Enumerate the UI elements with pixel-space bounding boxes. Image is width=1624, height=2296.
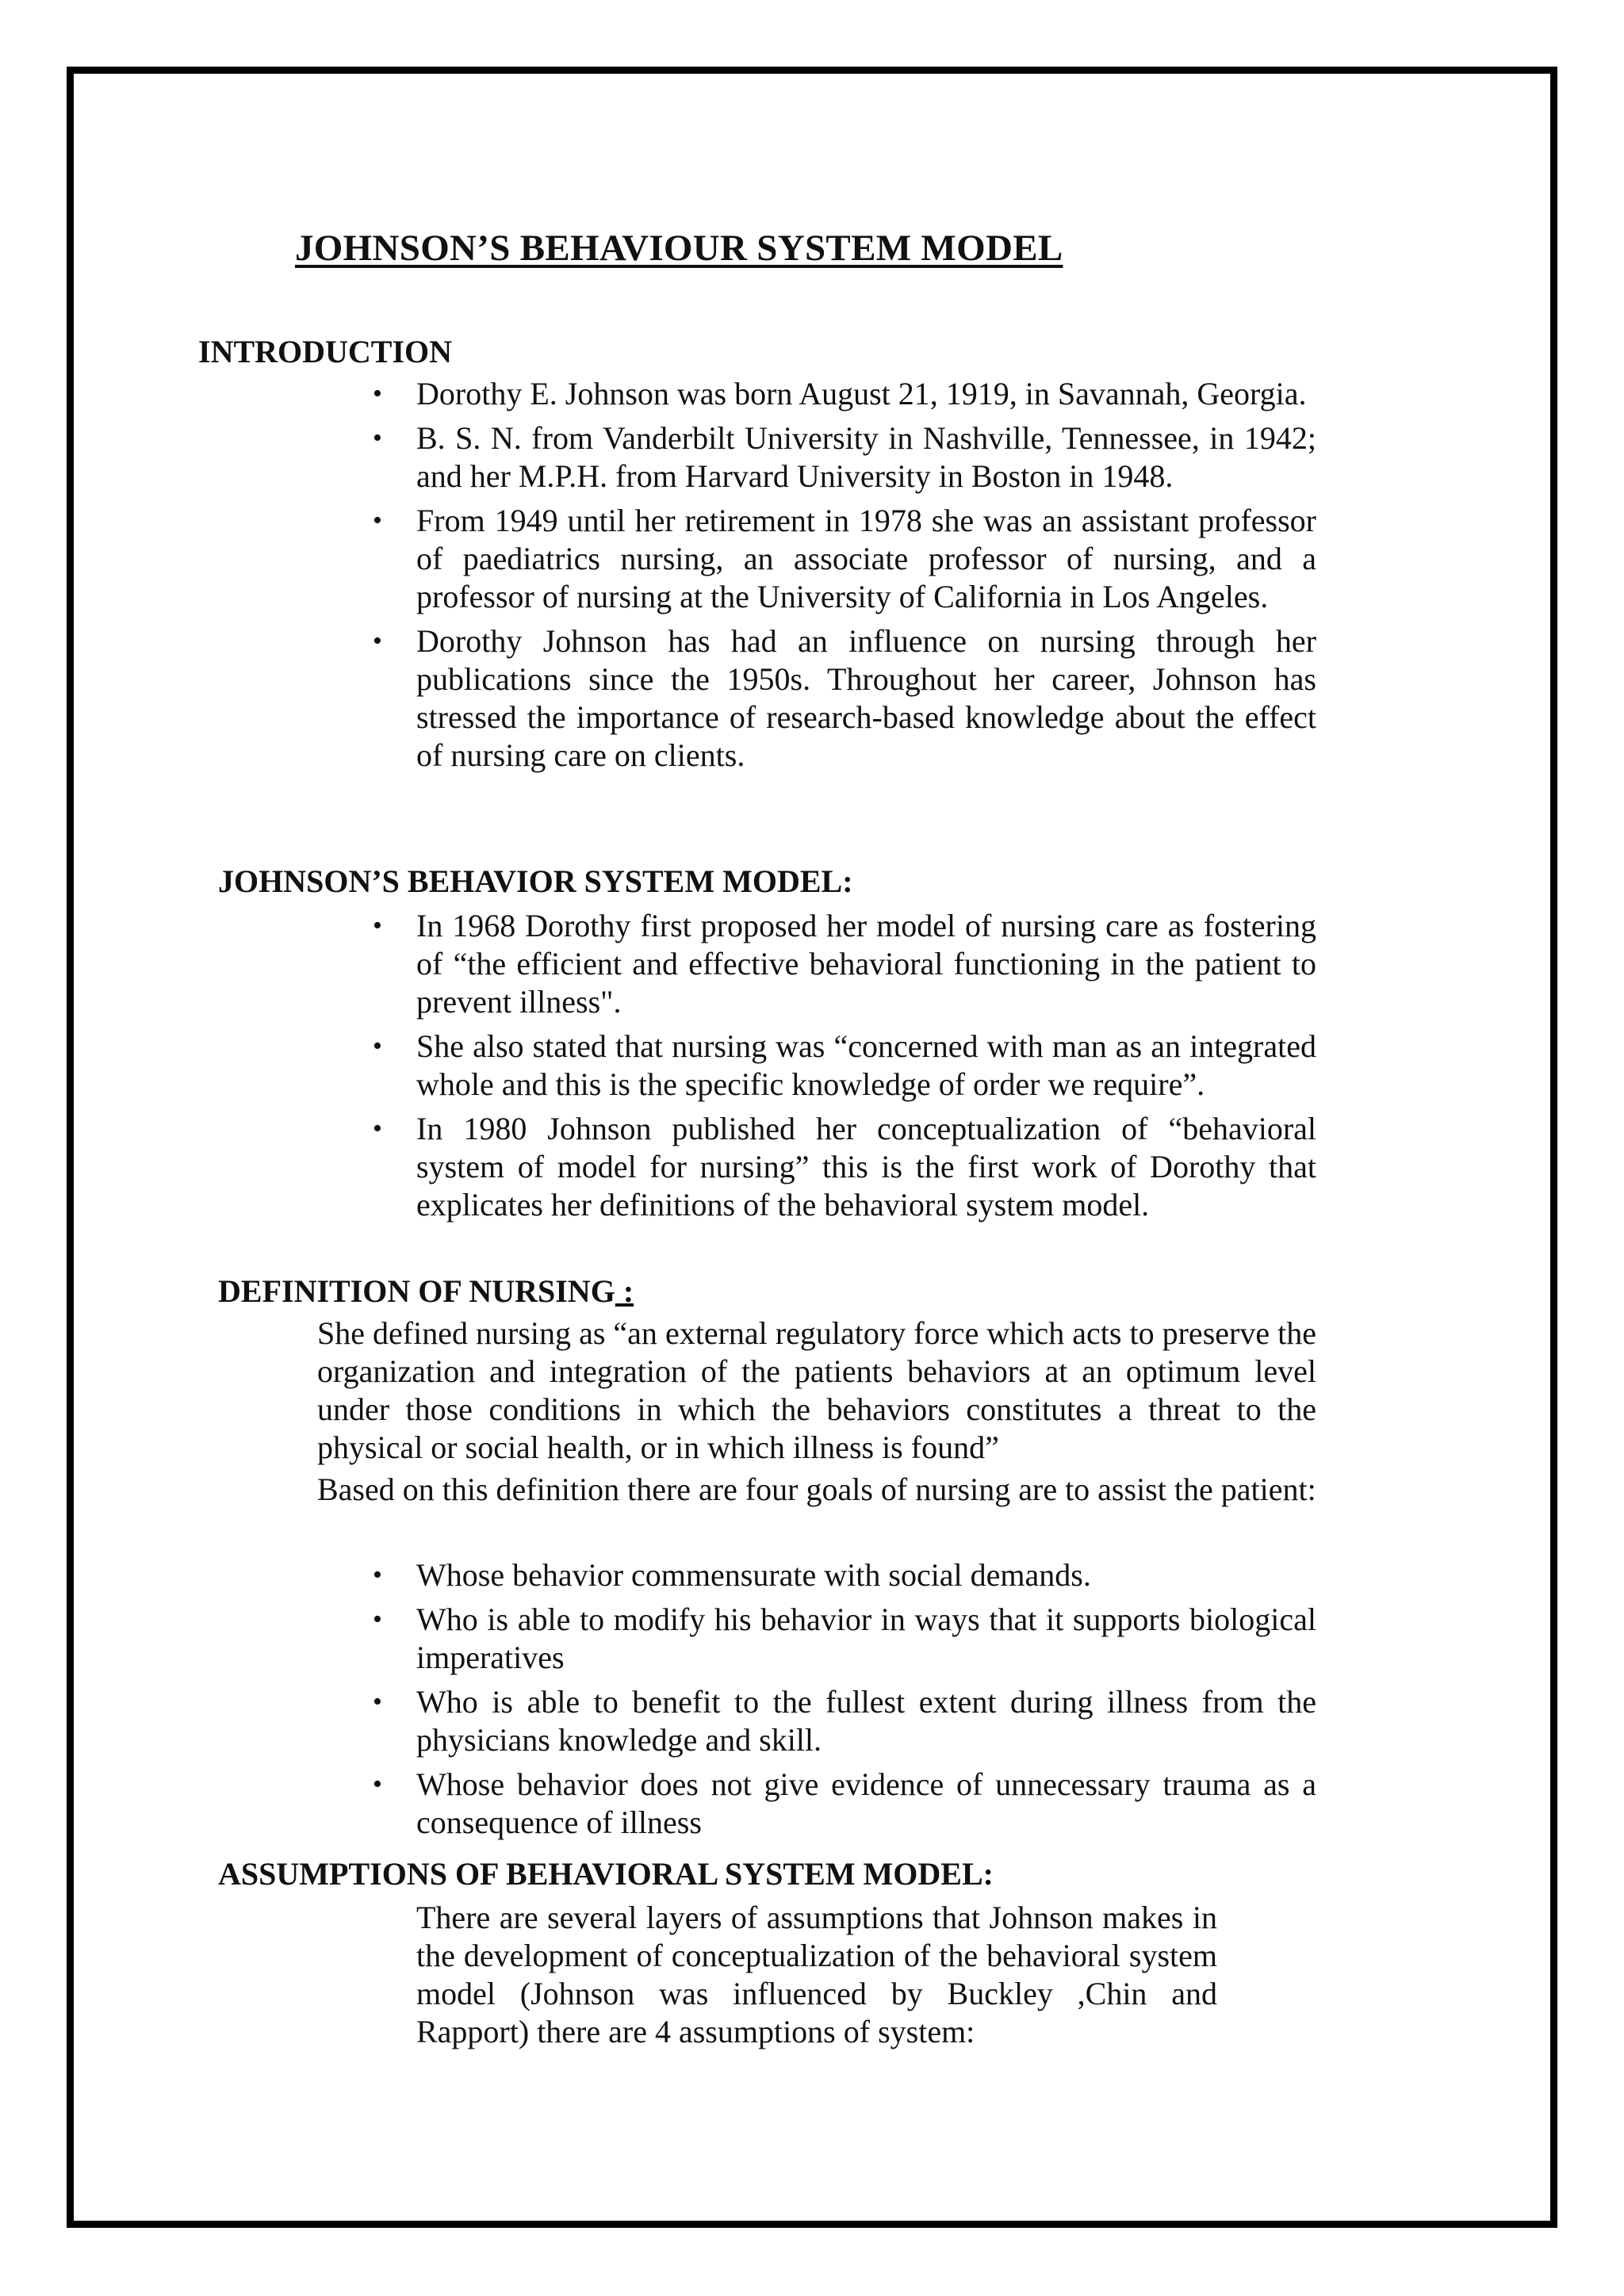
list-item: • In 1980 Johnson published her conceptualization of “behavioral system of model for nursing” this is the first work of Dorothy that explicates her definitions of the behavioral system model.: [416, 1110, 1316, 1224]
behavior-model-bullet-list: [416, 907, 1316, 1230]
assumptions-paragraph: There are several layers of assumptions that Johnson makes in the development of conceptualization of the behavioral system model (Johnson was influenced by Buckley ,Chin and Rapport) there are 4 assumptions of system:: [416, 1900, 1217, 2049]
list-item: • Whose behavior does not give evidence of unnecessary trauma as a consequence of illness: [416, 1766, 1316, 1842]
introduction-bullet-list: [416, 375, 1316, 781]
definition-heading-text: DEFINITION OF NURSING: [218, 1273, 615, 1309]
goals-bullet-list: [416, 1556, 1316, 1848]
list-item: • Dorothy E. Johnson was born August 21, 1919, in Savannah, Georgia.: [416, 375, 1316, 413]
list-item: • In 1968 Dorothy first proposed her model of nursing care as fostering of “the efficient and effective behavioral functioning in the patient to prevent illness".: [416, 907, 1316, 1021]
definition-heading: [218, 1272, 634, 1311]
list-item: • B. S. N. from Vanderbilt University in Nashville, Tennessee, in 1942; and her M.P.H. from Harvard University in Boston in 1948.: [416, 419, 1316, 496]
list-item: • Who is able to modify his behavior in ways that it supports biological imperatives: [416, 1601, 1316, 1677]
document-title: JOHNSON’S BEHAVIOUR SYSTEM MODEL: [295, 228, 1063, 269]
list-item: • Dorothy Johnson has had an influence on nursing through her publications since the 1950s. Throughout her career, Johnson has stressed the importance of research-based knowledge about the effect of nursing care on clients.: [416, 622, 1316, 775]
list-item: • She also stated that nursing was “concerned with man as an integrated whole and this is the specific knowledge of order we require”.: [416, 1027, 1316, 1104]
definition-paragraph: She defined nursing as “an external regulatory force which acts to preserve the organization and integration of the patients behaviors at an optimum level under those conditions in which the behaviors constitutes a threat to the physical or social health, or in which illness is found”: [317, 1315, 1316, 1465]
goals-intro-paragraph: Based on this definition there are four goals of nursing are to assist the patient:: [317, 1471, 1316, 1507]
list-item: • Who is able to benefit to the fullest extent during illness from the physicians knowledge and skill.: [416, 1683, 1316, 1759]
introduction-heading: INTRODUCTION: [198, 334, 453, 369]
assumptions-heading: ASSUMPTIONS OF BEHAVIORAL SYSTEM MODEL:: [218, 1856, 994, 1892]
definition-heading-colon: :: [615, 1273, 634, 1309]
list-item: • Whose behavior commensurate with social demands.: [416, 1556, 1316, 1594]
behavior-model-heading: JOHNSON’S BEHAVIOR SYSTEM MODEL:: [218, 863, 853, 899]
list-item: • From 1949 until her retirement in 1978 she was an assistant professor of paediatrics nursing, an associate professor of nursing, and a professor of nursing at the University of California in Los Angeles.: [416, 502, 1316, 616]
